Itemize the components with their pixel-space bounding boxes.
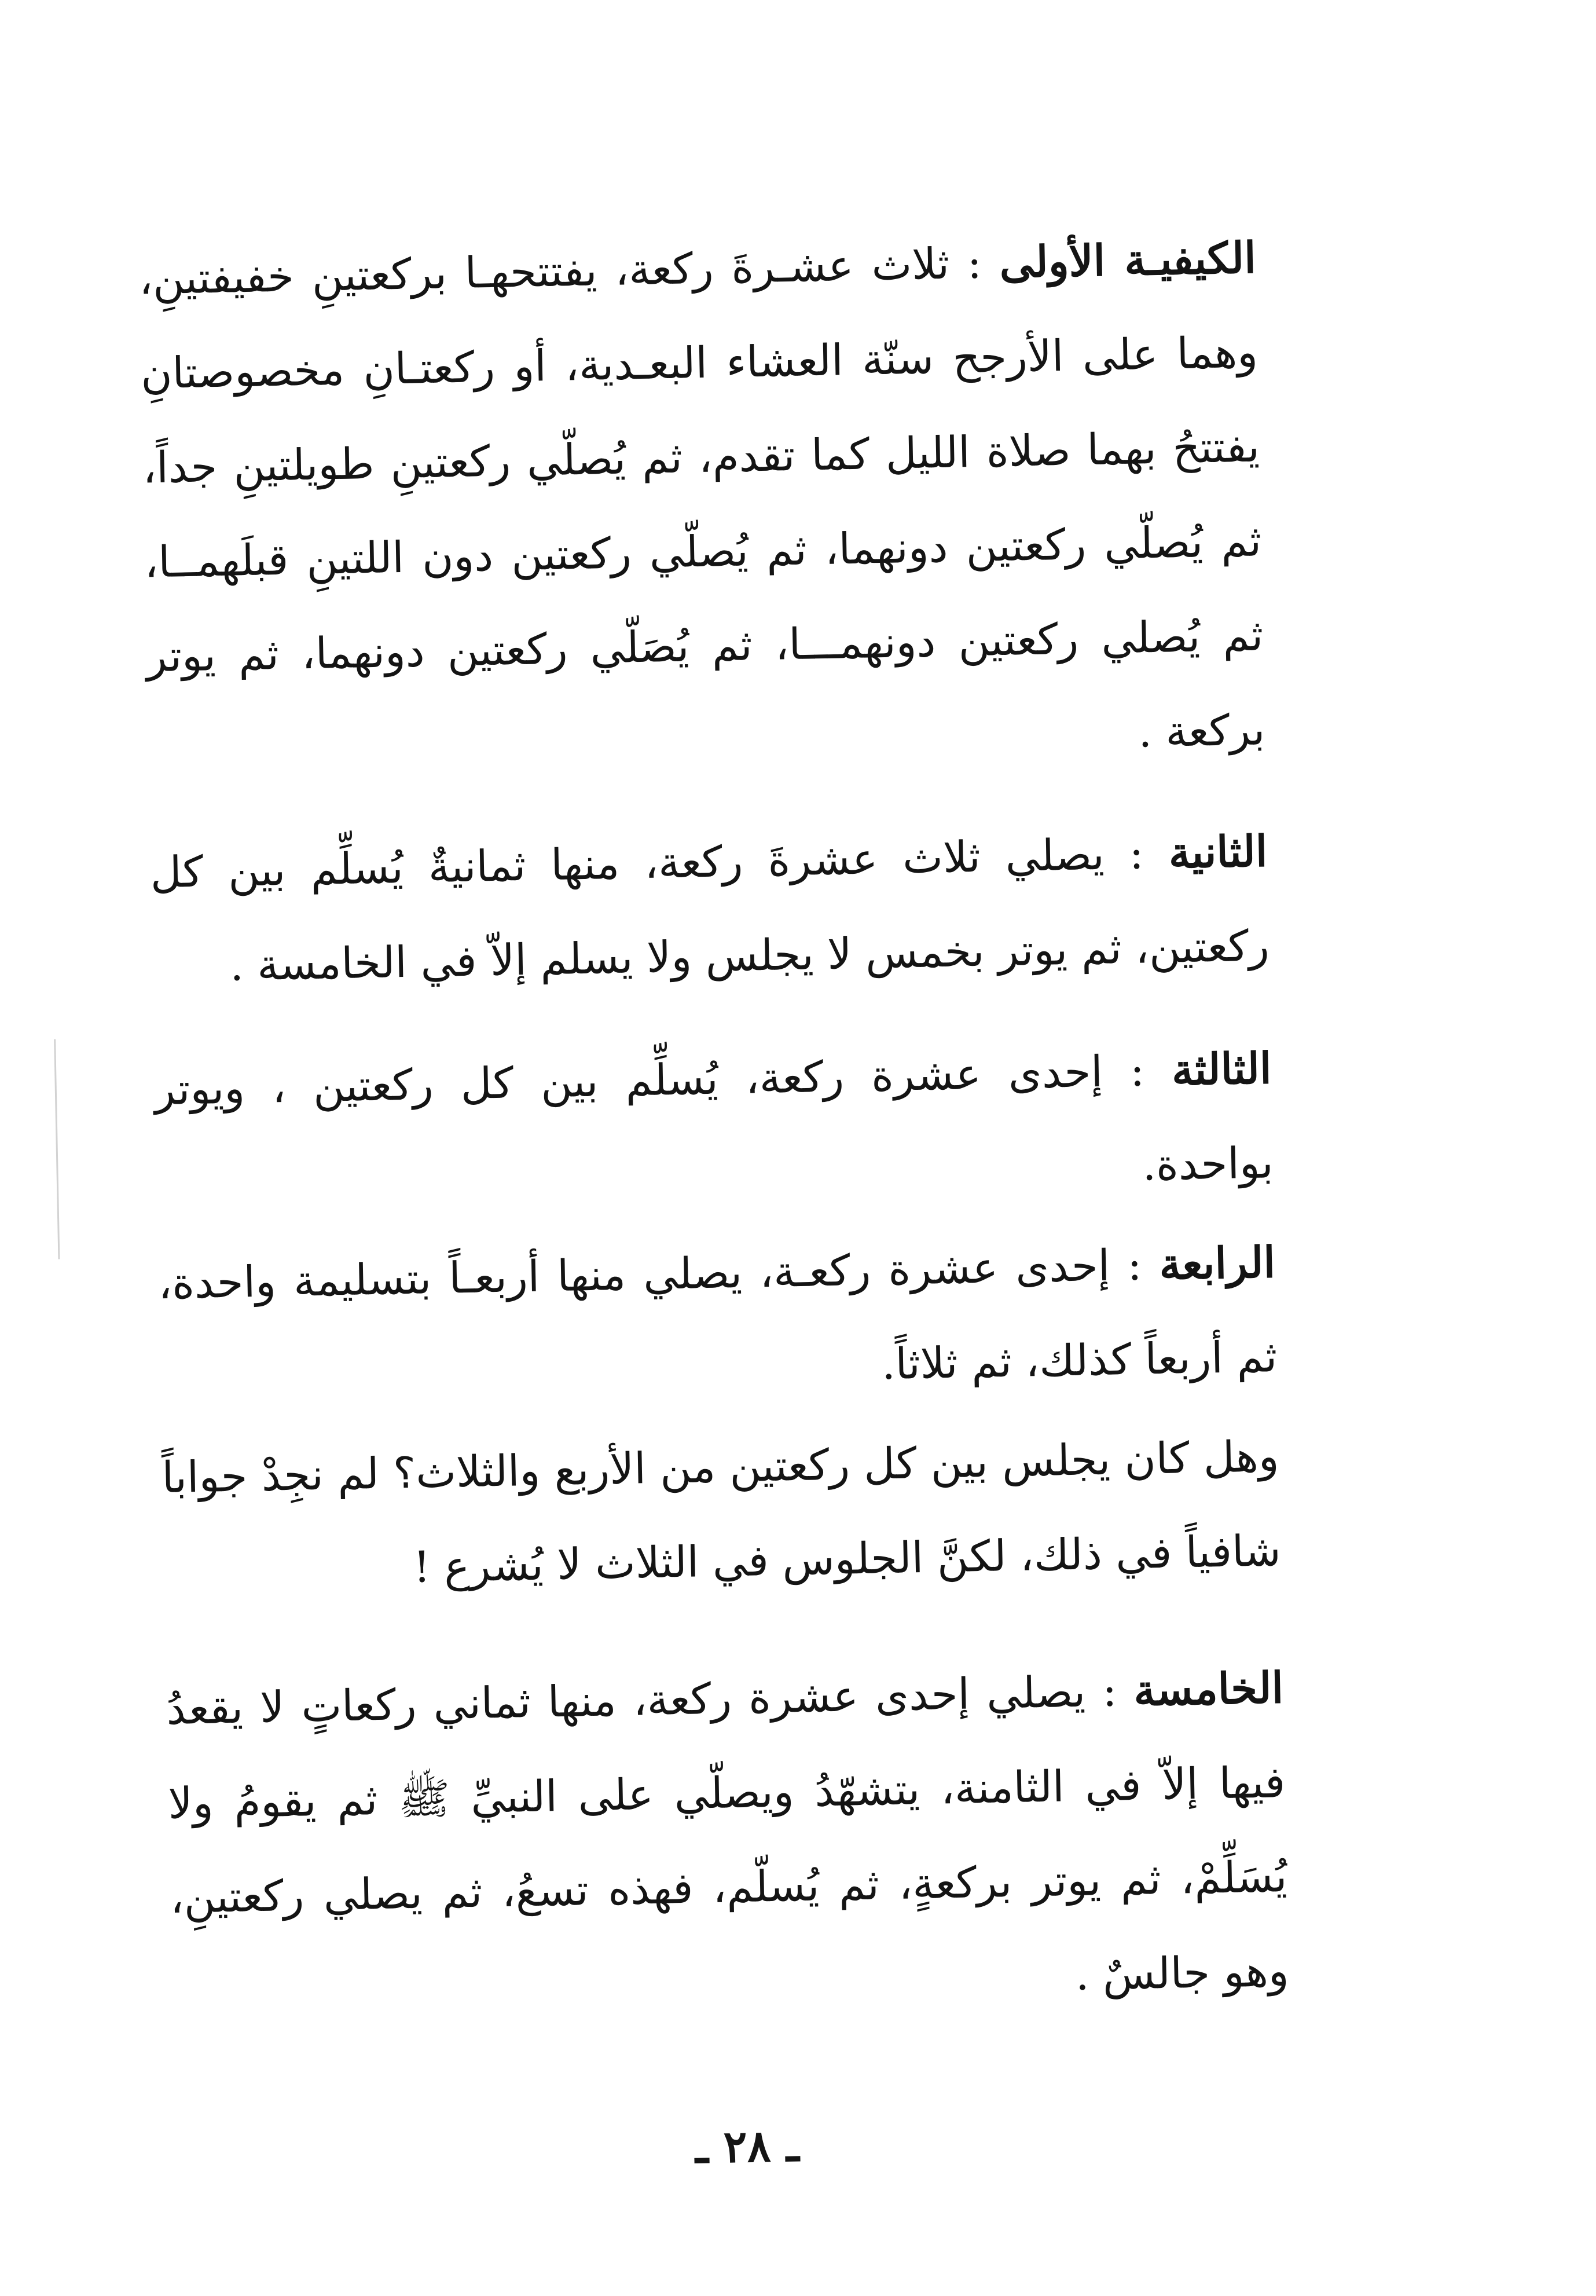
page-number: ـ ٢٨ ـ — [695, 2119, 800, 2173]
paragraph-text: : يصلي ثلاث عشرةَ ركعة، منها ثمانيةٌ يُسلِّم بين كل ركعتين، ثم يوتر بخمس لا يجلس ولا يسلم إلاّ في الخامسة . — [150, 829, 1271, 991]
paragraph-text: : إحدى عشرة ركعة، يُسلِّم بين كل ركعتين ، ويوتر بواحدة. — [155, 1046, 1275, 1191]
paragraph-heading: الكيفيـة الأولى — [999, 233, 1257, 288]
paragraph-text: : إحدى عشرة ركعـة، يصلي منها أربعـاً بتسليمة واحدة، ثم أربعاً كذلك، ثم ثلاثاً. — [158, 1240, 1278, 1390]
paragraph-fourth-method — [158, 1215, 1279, 1426]
paragraph-text: : ثلاث عشـرةَ ركعة، يفتتحهـا بركعتينِ خفيفتينِ، وهما على الأرجح سنّة العشاء البعـدية، أو ركعتـانِ مخصوصتانِ يفتتحُ بهما صلاة الليل كما تقدم، ثم يُصلّي ركعتينِ طويلتينِ جداً، ثم يُصلّي ركعتين دونهما، ثم يُصلّي ركعتين دون اللتينِ قبلَهمــا، ثم يُصلي ركعتين دونهمـــا، ثم يُصَلّي ركعتين دونهما، ثم يوتر بركعة . — [139, 238, 1267, 757]
paragraph-text: : يصلي إحدى عشرة ركعة، منها ثماني ركعاتٍ لا يقعدُ فيها إلاّ في الثامنة، يتشهّدُ ويصلّي على النبيِّ ﷺ ثم يقومُ ولا يُسَلِّمْ، ثم يوتر بركعةٍ، ثم يُسلّم، فهذه تسعُ، ثم يصلي ركعتينِ، وهو جالسٌ . — [166, 1666, 1290, 2001]
paragraph-text: وهل كان يجلس بين كل ركعتين من الأربع والثلاث؟ لم نجِدْ جواباً شافياً في ذلك، لكنَّ الجلوس في الثلاث لا يُشرع ! — [162, 1431, 1282, 1592]
paragraph-heading: الخامسة — [1133, 1663, 1285, 1716]
scan-margin-line — [54, 1039, 60, 1259]
paragraph-first-method — [138, 211, 1266, 799]
paragraph-second-method — [150, 804, 1271, 1015]
paragraph-heading: الرابعة — [1159, 1237, 1276, 1290]
paragraph-fifth-method — [166, 1641, 1290, 2040]
paragraph-third-method — [154, 1021, 1275, 1232]
paragraph-sitting-question — [162, 1409, 1282, 1620]
paragraph-heading: الثانية — [1168, 826, 1269, 878]
paragraph-heading: الثالثة — [1172, 1043, 1273, 1096]
